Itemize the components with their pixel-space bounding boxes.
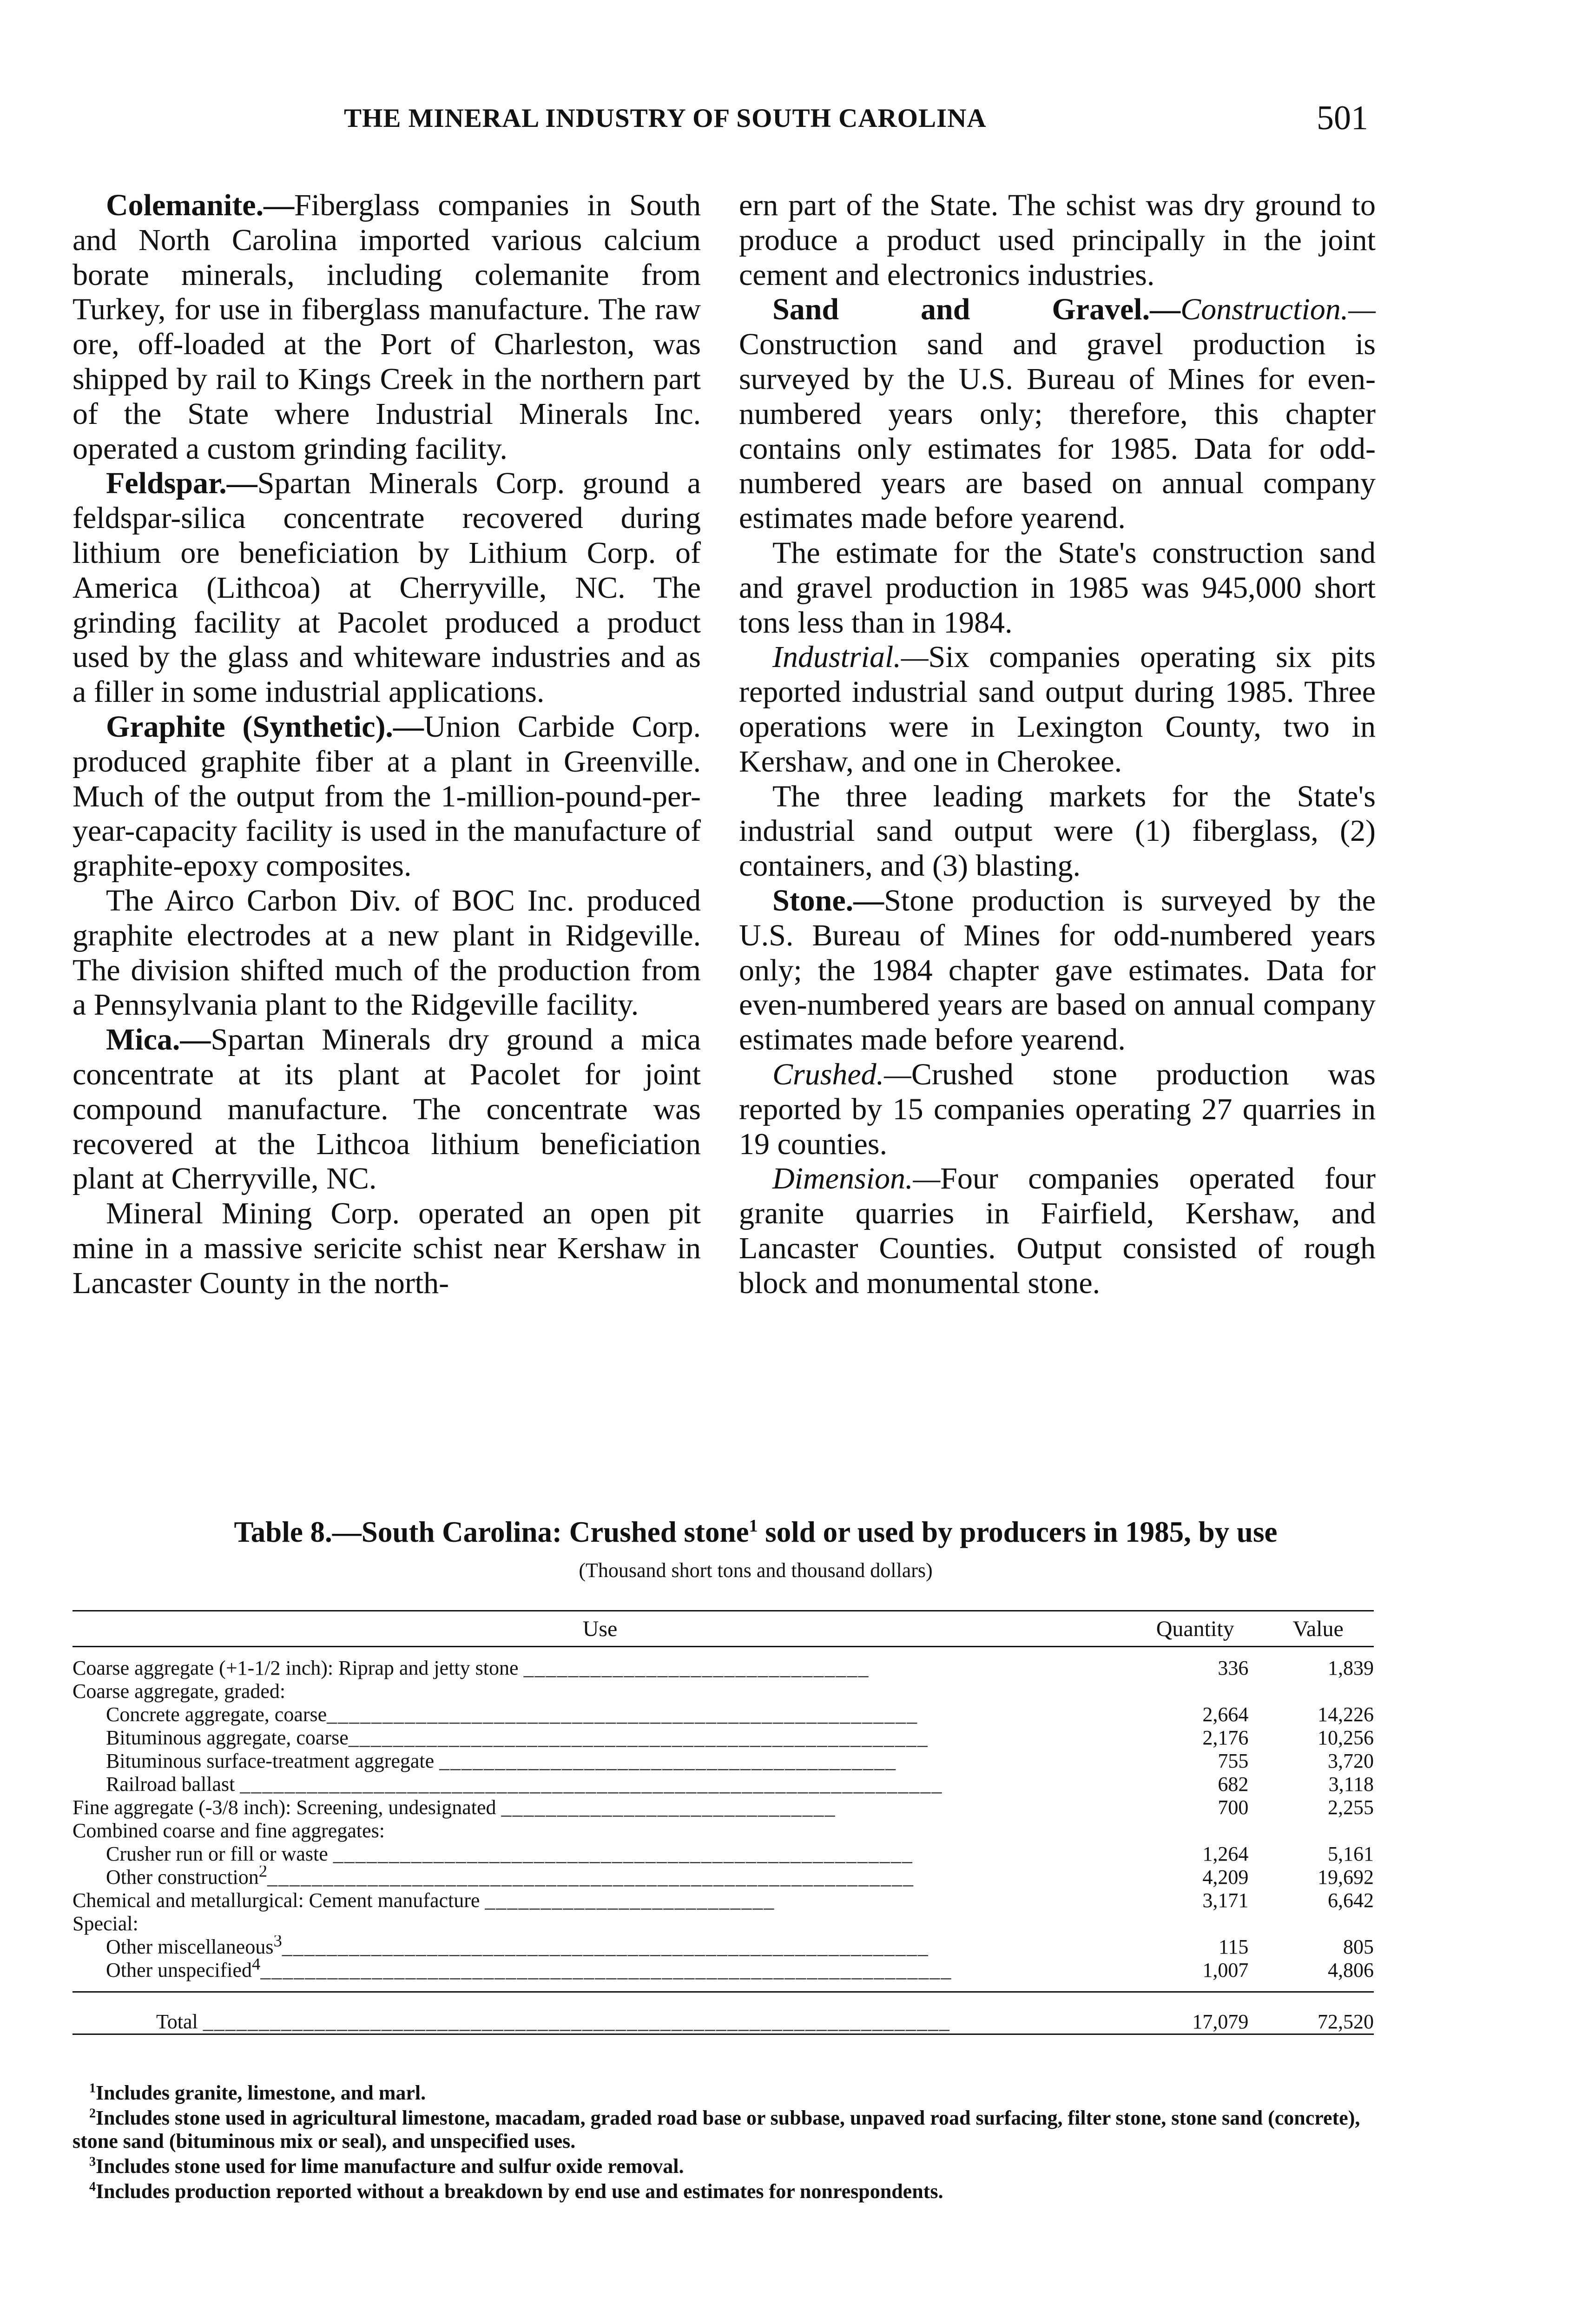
row-value: 1,839: [1328, 1657, 1374, 1679]
paragraph-mica: [73, 1023, 701, 1196]
paragraph-text: Fiberglass companies in South and North Carolina imported various calcium borate minerals, including colemanite from Turkey, for use in fiberglass manufacture. The raw ore, off-loaded at the Port of Charleston, was shipped by rail to Kings Creek in the northern part of the State where Industrial Minerals Inc. operated a custom grinding facility.: [73, 188, 701, 466]
paragraph-continued: ern part of the State. The schist was dry ground to produce a product used principally in the joint cement and electronics industries.: [739, 188, 1376, 292]
paragraph-feldspar: [73, 466, 701, 710]
paragraph-text: Spartan Minerals dry ground a mica concentrate at its plant at Pacolet for joint compound manufacture. The concentrate was recovered at the Lithcoa lithium beneficiation plant at Cherryville, NC.: [73, 1023, 701, 1196]
footnote-mark: 3: [89, 2154, 96, 2169]
row-value: 19,692: [1318, 1866, 1374, 1888]
row-label: Bituminous aggregate, coarse: [106, 1726, 349, 1749]
paragraph-mineral-mining: Mineral Mining Corp. operated an open pit mine in a massive sericite schist near Kershaw in Lancaster County in the north-: [73, 1196, 701, 1300]
row-value: 3,118: [1328, 1773, 1374, 1796]
row-quantity: 1,264: [1202, 1842, 1249, 1865]
table-header-row: [73, 1611, 1374, 1647]
row-value: 2,255: [1328, 1796, 1374, 1819]
footnote: [73, 2155, 1369, 2178]
footnote-mark: 1: [89, 2081, 96, 2096]
footnote-text: Includes granite, limestone, and marl.: [96, 2081, 426, 2104]
table-footnotes: [73, 2081, 1369, 2205]
header-value: Value: [1262, 1611, 1374, 1647]
paragraph-airco: The Airco Carbon Div. of BOC Inc. produced graphite electrodes at a new plant in Ridgeville. The division shifted much of the production from a Pennsylvania plant to the Ridgeville facility.: [73, 883, 701, 1022]
table-caption: [138, 1515, 1374, 1549]
right-column: [739, 188, 1376, 1301]
caption-text: sold or used by producers in 1985, by use: [758, 1516, 1278, 1548]
paragraph-text: Construction sand and gravel production is surveyed by the U.S. Bureau of Mines for even-numbered years only; therefore, this chapter contains only estimates for 1985. Data for odd-numbered years are based on annual company estimates made before yearend.: [739, 327, 1376, 535]
paragraph-graphite: [73, 710, 701, 884]
row-label: Other miscellaneous: [106, 1935, 274, 1958]
footnote-text: Includes stone used in agricultural limestone, macadam, graded road base or subbase, unpaved road surfacing, filter stone, stone sand (concrete), stone sand (bituminous mix or seal), and unspecified uses.: [73, 2106, 1360, 2152]
section-head-colemanite: Colemanite.—: [106, 188, 295, 222]
paragraph-text: Union Carbide Corp. produced graphite fiber at a plant in Greenville. Much of the output from the 1-million-pound-per-year-capacity facility is used in the manufacture of graphite-epoxy composites.: [73, 709, 701, 883]
row-label: Other unspecified: [106, 1959, 252, 1981]
section-head-sand-gravel: Sand and Gravel.—: [772, 292, 1181, 327]
footnote-text: Includes stone used for lime manufacture and sulfur oxide removal.: [96, 2155, 684, 2178]
running-head: [0, 99, 1582, 140]
paragraph-sand-gravel: [739, 292, 1376, 536]
row-quantity: 755: [1218, 1750, 1249, 1772]
table-row: Chemical and metallurgical: Cement manufacture __________________________ 3,171 6,642: [73, 1889, 1374, 1912]
table-row: Other unspecified$^4$______________________________________________________________ 1,007 4,806: [73, 1959, 1374, 1982]
row-label: Crusher run or fill or waste: [106, 1842, 328, 1865]
row-quantity: 1,007: [1202, 1959, 1249, 1981]
table-row: Bituminous aggregate, coarse____________________________________________________ 2,176 10,256: [106, 1726, 1374, 1749]
row-quantity: [1128, 1680, 1262, 1703]
paragraph-colemanite: [73, 188, 701, 466]
table-row: Railroad ballast _______________________________________________________________ 682 3,118: [106, 1773, 1374, 1796]
footnote-mark: 2: [89, 2106, 96, 2121]
row-value: 805: [1343, 1935, 1374, 1958]
row-label: Coarse aggregate, graded:: [73, 1680, 286, 1703]
row-label: Fine aggregate (-3/8 inch): Screening, undesignated: [73, 1796, 496, 1819]
table-row: [73, 1819, 1374, 1842]
row-value: 4,806: [1328, 1959, 1374, 1981]
table-row: Bituminous surface-treatment aggregate _________________________________________ 755 3,720: [106, 1750, 1374, 1772]
subhead-industrial: Industrial.—: [772, 640, 929, 674]
header-quantity: Quantity: [1128, 1611, 1262, 1647]
row-label: Concrete aggregate, coarse: [106, 1703, 327, 1726]
row-label: Coarse aggregate (+1-1/2 inch): Riprap and jetty stone: [73, 1657, 519, 1679]
section-head-stone: Stone.—: [772, 883, 884, 918]
footnote-mark: 4: [89, 2179, 96, 2194]
row-value: 6,642: [1328, 1889, 1374, 1912]
footnote: [73, 2180, 1369, 2203]
subhead-construction: Construction.—: [1180, 292, 1376, 327]
row-quantity: 115: [1219, 1935, 1249, 1958]
row-quantity: 3,171: [1202, 1889, 1249, 1912]
caption-footnote-mark: 1: [749, 1516, 758, 1536]
table-row: Concrete aggregate, coarse_____________________________________________________ 2,664 14,226: [106, 1703, 1374, 1726]
section-head-feldspar: Feldspar.—: [106, 466, 257, 501]
paragraph-crushed: [739, 1057, 1376, 1162]
table-row: Other construction$^2$__________________________________________________________ 4,209 19,692: [73, 1866, 1374, 1889]
paragraph-estimate: The estimate for the State's construction sand and gravel production in 1985 was 945,000 short tons less than in 1984.: [739, 535, 1376, 640]
subhead-dimension: Dimension.—: [772, 1162, 941, 1196]
table-row: Other miscellaneous$^3$__________________________________________________________ 115 805: [73, 1935, 1374, 1959]
section-head-mica: Mica.—: [106, 1023, 211, 1057]
section-head-graphite: Graphite (Synthetic).—: [106, 709, 424, 744]
table-row: [73, 1912, 1374, 1935]
row-value: 5,161: [1328, 1842, 1374, 1865]
paragraph-text: Four companies operated four granite quarries in Fairfield, Kershaw, and Lancaster Counties. Output consisted of rough block and monumental stone.: [739, 1162, 1376, 1300]
paragraph-text: Crushed stone production was reported by 15 companies operating 27 quarries in 19 counties.: [739, 1057, 1376, 1161]
table-8: [73, 1515, 1374, 2035]
table-row: [73, 1680, 1374, 1703]
footnote: [73, 2081, 1369, 2105]
caption-text: Table 8.—South Carolina: Crushed stone: [234, 1516, 749, 1548]
row-label: Other construction: [106, 1866, 259, 1888]
table-row: Fine aggregate (-3/8 inch): Screening, undesignated ______________________________ 700 2,255: [73, 1796, 1374, 1819]
row-quantity: [1128, 1819, 1262, 1842]
table-row: Crusher run or fill or waste ____________________________________________________ 1,264 5,161: [106, 1842, 1374, 1865]
paragraph-dimension: [739, 1162, 1376, 1301]
header-use: Use: [73, 1611, 1128, 1647]
left-column: [73, 188, 701, 1301]
paragraph-stone: [739, 884, 1376, 1057]
total-value: 72,520: [1262, 1992, 1374, 2034]
page-number: 501: [1317, 99, 1368, 137]
paragraph-text: Stone production is surveyed by the U.S. Bureau of Mines for odd-numbered years only; the 1984 chapter gave estimates. Data for even-numbered years are based on annual company estimates made before yearend.: [739, 883, 1376, 1057]
row-quantity: 682: [1218, 1773, 1249, 1796]
row-footnote-mark: 4: [252, 1959, 261, 1974]
row-quantity: 336: [1218, 1657, 1249, 1679]
row-label: Special:: [73, 1912, 138, 1935]
row-footnote-mark: 2: [258, 1866, 268, 1881]
paragraph-industrial: [739, 640, 1376, 779]
running-head-title: THE MINERAL INDUSTRY OF SOUTH CAROLINA: [344, 104, 987, 133]
row-label: Bituminous surface-treatment aggregate: [106, 1750, 435, 1772]
row-quantity: 2,664: [1202, 1703, 1249, 1726]
row-value: [1262, 1819, 1374, 1842]
row-value: [1262, 1680, 1374, 1703]
row-label: Railroad ballast: [106, 1773, 235, 1796]
row-quantity: 2,176: [1202, 1726, 1249, 1749]
paragraph-text: Spartan Minerals Corp. ground a feldspar-silica concentrate recovered during lithium ore beneficiation by Lithium Corp. of America (Lithcoa) at Cherryville, NC. The grinding facility at Pacolet produced a product used by the glass and whiteware industries and as a filler in some industrial applications.: [73, 466, 701, 709]
row-value: 10,256: [1318, 1726, 1374, 1749]
row-value: [1262, 1912, 1374, 1935]
row-quantity: 700: [1218, 1796, 1249, 1819]
table-total-row: Total ___________________________________________________________________ 17,079 72,520: [73, 1992, 1374, 2034]
total-quantity: 17,079: [1128, 1992, 1262, 2034]
paragraph-text: Six companies operating six pits reported industrial sand output during 1985. Three operations were in Lexington County, two in Kershaw, and one in Cherokee.: [739, 640, 1376, 779]
row-footnote-mark: 3: [273, 1935, 282, 1950]
row-value: 3,720: [1328, 1750, 1374, 1772]
row-label: Combined coarse and fine aggregates:: [73, 1819, 385, 1842]
subhead-crushed: Crushed.—: [772, 1057, 911, 1091]
footnote-text: Includes production reported without a breakdown by end use and estimates for nonrespondents.: [96, 2180, 943, 2203]
footnote: [73, 2106, 1369, 2153]
row-value: 14,226: [1318, 1703, 1374, 1726]
crushed-stone-table: [73, 1610, 1374, 2035]
table-row: Coarse aggregate (+1-1/2 inch): Riprap and jetty stone _______________________________ 336 1,839: [73, 1657, 1374, 1679]
row-label: Chemical and metallurgical: Cement manufacture: [73, 1889, 480, 1912]
total-label: Total: [156, 2010, 198, 2033]
table-subcaption: (Thousand short tons and thousand dollars): [579, 1559, 933, 1582]
row-quantity: 4,209: [1202, 1866, 1249, 1888]
paragraph-markets: The three leading markets for the State's industrial sand output were (1) fiberglass, (2) containers, and (3) blasting.: [739, 779, 1376, 883]
row-quantity: [1128, 1912, 1262, 1935]
